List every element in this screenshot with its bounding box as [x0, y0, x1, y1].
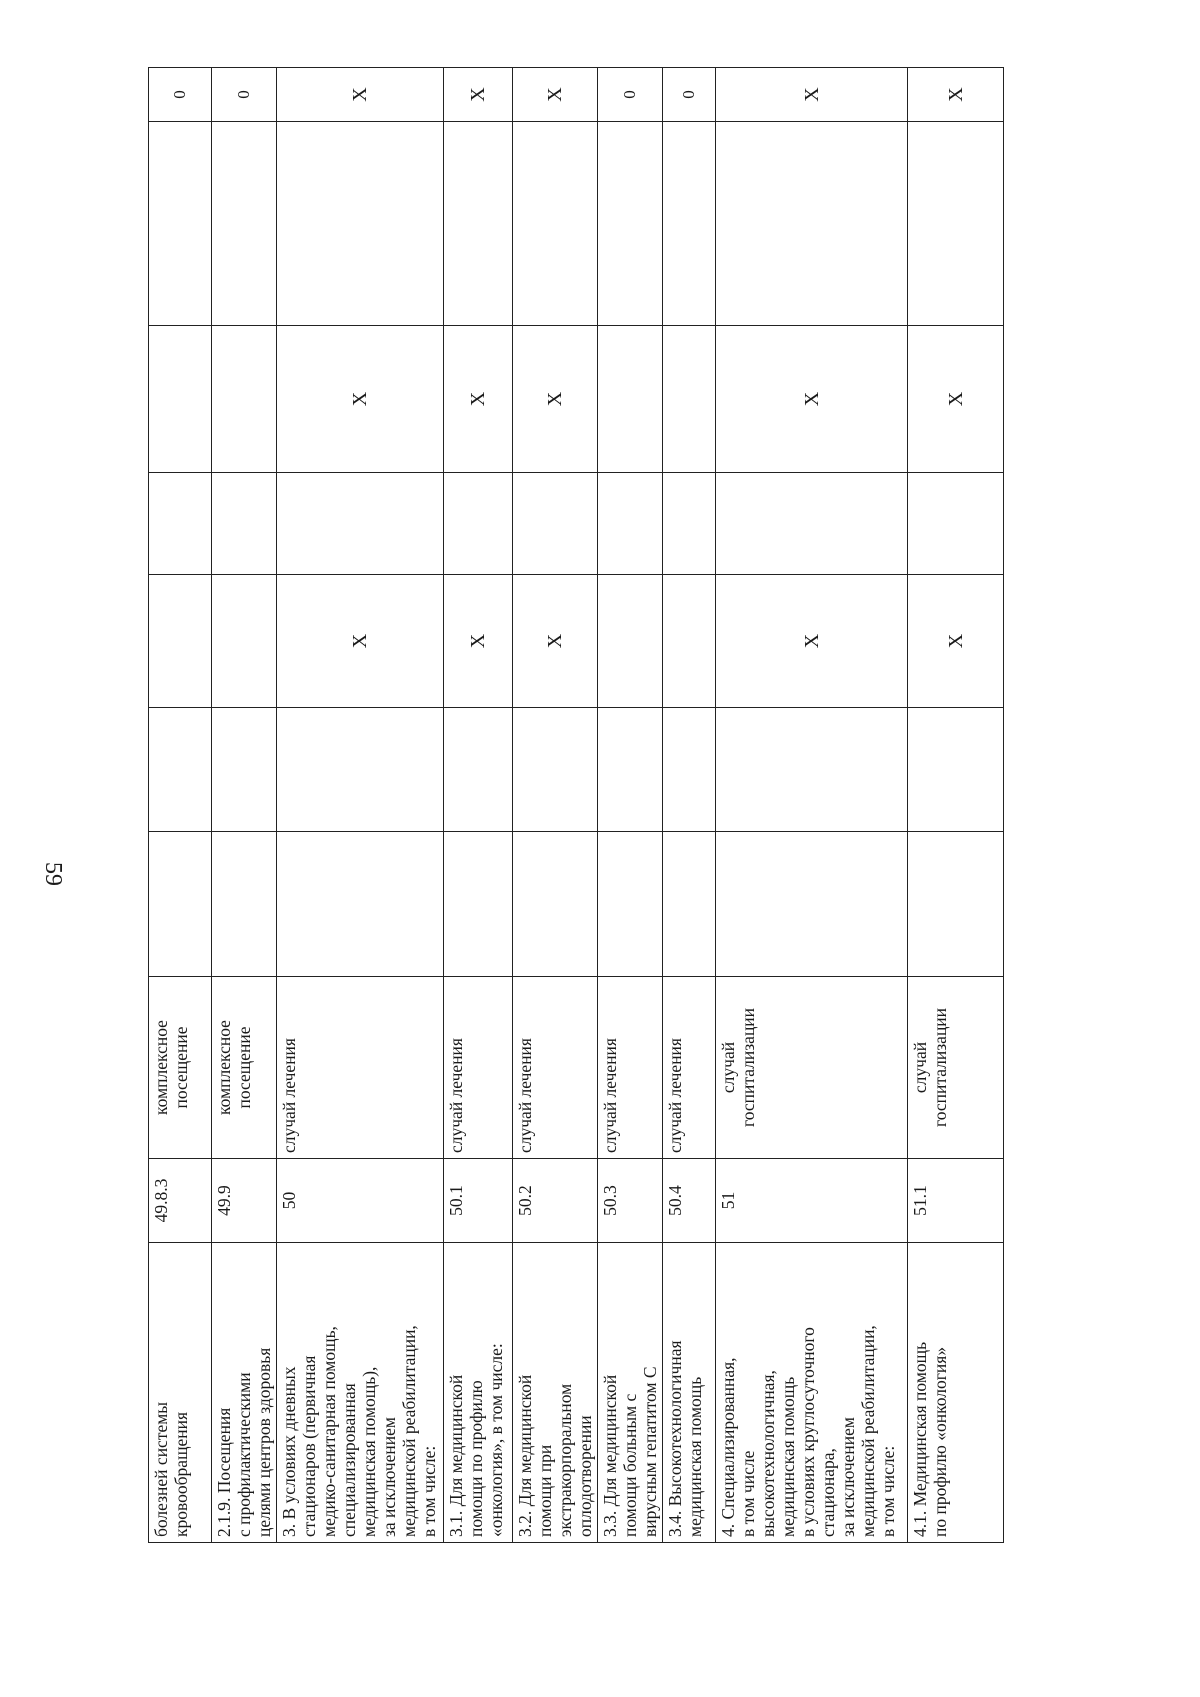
empty-cell: [149, 122, 212, 326]
empty-cell: [513, 708, 598, 832]
row-name-line: 3. В условиях дневных: [279, 1366, 299, 1537]
table-row: [513, 68, 598, 1543]
x-mark-cell: X: [444, 68, 513, 122]
row-name-cell: [149, 1243, 212, 1543]
row-code-cell: 49.8.3: [149, 1159, 212, 1243]
row-name-line: кровообращения: [171, 1411, 191, 1537]
x-mark-cell: X: [444, 575, 513, 708]
x-mark-cell: X: [716, 575, 908, 708]
zero-value-cell: 0: [663, 68, 716, 122]
row-code-cell: 51.1: [908, 1159, 1004, 1243]
table-row: [663, 68, 716, 1543]
empty-cell: [212, 832, 277, 977]
row-unit-line: случай лечения: [515, 1038, 535, 1153]
row-name-line: медицинская помощь: [685, 1376, 705, 1537]
row-code-cell: 51: [716, 1159, 908, 1243]
row-unit-line: посещение: [234, 1026, 254, 1109]
row-name-line: за исключением: [379, 1417, 399, 1537]
x-mark-cell: X: [277, 326, 444, 473]
empty-cell: [716, 708, 908, 832]
row-name-cell: [908, 1243, 1004, 1543]
x-mark-cell: X: [908, 326, 1004, 473]
row-name-line: помощи при: [535, 1444, 555, 1537]
empty-cell: [598, 832, 663, 977]
row-name-cell: [663, 1243, 716, 1543]
x-mark-cell: X: [716, 68, 908, 122]
empty-cell: [598, 122, 663, 326]
empty-cell: [212, 326, 277, 473]
row-name-line: экстракорпоральном: [555, 1383, 575, 1537]
row-name-line: «онкология», в том числе:: [486, 1343, 506, 1537]
zero-value-cell: 0: [212, 68, 277, 122]
row-name-line: с профилактическими: [234, 1372, 254, 1537]
empty-cell: [212, 473, 277, 575]
row-unit-line: госпитализации: [738, 1007, 758, 1128]
row-unit-line: госпитализации: [930, 1007, 950, 1128]
row-unit-line: случай лечения: [600, 1038, 620, 1153]
row-unit-cell: [598, 977, 663, 1159]
row-unit-line: случай лечения: [446, 1038, 466, 1153]
x-mark-cell: X: [908, 575, 1004, 708]
empty-cell: [444, 122, 513, 326]
x-mark-cell: X: [716, 326, 908, 473]
row-name-cell: [212, 1243, 277, 1543]
row-name-line: медицинской реабилитации,: [858, 1325, 878, 1537]
row-code-cell: 50: [277, 1159, 444, 1243]
empty-cell: [444, 473, 513, 575]
row-unit-cell: [212, 977, 277, 1159]
row-name-line: целями центров здоровья: [254, 1347, 274, 1537]
table-row: [716, 68, 908, 1543]
table-body: [149, 68, 1004, 1543]
row-unit-cell: [149, 977, 212, 1159]
empty-cell: [908, 708, 1004, 832]
empty-cell: [513, 473, 598, 575]
empty-cell: [663, 473, 716, 575]
empty-cell: [149, 832, 212, 977]
row-name-line: в условиях круглосуточного: [798, 1327, 818, 1537]
table-row: [277, 68, 444, 1543]
row-name-line: по профилю «онкология»: [930, 1346, 950, 1537]
row-name-line: в том числе:: [878, 1445, 898, 1537]
row-unit-cell: [513, 977, 598, 1159]
row-unit-line: случай: [718, 1041, 738, 1094]
empty-cell: [663, 708, 716, 832]
table-row: [212, 68, 277, 1543]
table-row: [149, 68, 212, 1543]
empty-cell: [444, 708, 513, 832]
empty-cell: [277, 473, 444, 575]
x-mark-cell: X: [513, 575, 598, 708]
row-name-line: 4.1. Медицинская помощь: [910, 1341, 930, 1537]
empty-cell: [908, 473, 1004, 575]
row-name-line: помощи по профилю: [466, 1380, 486, 1537]
row-unit-cell: [716, 977, 908, 1159]
x-mark-cell: X: [908, 68, 1004, 122]
row-name-line: стационаров (первичная: [299, 1355, 319, 1537]
row-name-line: болезней системы: [151, 1401, 171, 1537]
row-name-line: медико-санитарная помощь,: [319, 1326, 339, 1537]
row-unit-cell: [663, 977, 716, 1159]
empty-cell: [212, 575, 277, 708]
row-name-line: в том числе:: [419, 1445, 439, 1537]
empty-cell: [149, 473, 212, 575]
x-mark-cell: X: [277, 68, 444, 122]
empty-cell: [908, 832, 1004, 977]
row-name-line: 4. Специализированная,: [718, 1357, 738, 1537]
empty-cell: [212, 122, 277, 326]
empty-cell: [598, 708, 663, 832]
x-mark-cell: X: [444, 326, 513, 473]
row-name-line: 3.2. Для медицинской: [515, 1374, 535, 1537]
row-name-line: помощи больным с: [620, 1393, 640, 1537]
row-name-line: 3.4. Высокотехнологичная: [665, 1340, 685, 1537]
row-name-line: специализированная: [339, 1383, 359, 1537]
zero-value-cell: 0: [149, 68, 212, 122]
table-row: [908, 68, 1004, 1543]
row-name-cell: [598, 1243, 663, 1543]
row-code-cell: 50.1: [444, 1159, 513, 1243]
row-unit-line: случай лечения: [279, 1038, 299, 1153]
row-name-cell: [513, 1243, 598, 1543]
row-name-line: 2.1.9. Посещения: [214, 1407, 234, 1537]
empty-cell: [513, 832, 598, 977]
row-unit-line: случай лечения: [665, 1038, 685, 1153]
empty-cell: [716, 832, 908, 977]
empty-cell: [716, 122, 908, 326]
row-code-cell: 50.4: [663, 1159, 716, 1243]
row-unit-line: комплексное: [214, 1020, 234, 1115]
x-mark-cell: X: [513, 326, 598, 473]
row-unit-cell: [277, 977, 444, 1159]
row-name-line: за исключением: [838, 1417, 858, 1537]
x-mark-cell: X: [277, 575, 444, 708]
row-name-cell: [277, 1243, 444, 1543]
empty-cell: [716, 473, 908, 575]
empty-cell: [663, 326, 716, 473]
row-code-cell: 50.2: [513, 1159, 598, 1243]
empty-cell: [444, 832, 513, 977]
empty-cell: [149, 708, 212, 832]
zero-value-cell: 0: [598, 68, 663, 122]
row-name-line: высокотехнологичная,: [758, 1370, 778, 1537]
empty-cell: [663, 832, 716, 977]
empty-cell: [663, 575, 716, 708]
table-row: [598, 68, 663, 1543]
empty-cell: [212, 708, 277, 832]
empty-cell: [663, 122, 716, 326]
row-unit-line: случай: [910, 1041, 930, 1094]
empty-cell: [598, 575, 663, 708]
row-name-line: медицинская помощь: [778, 1376, 798, 1537]
row-code-cell: 49.9: [212, 1159, 277, 1243]
row-name-line: 3.1. Для медицинской: [446, 1374, 466, 1537]
empty-cell: [513, 122, 598, 326]
row-name-line: вирусным гепатитом С: [640, 1366, 660, 1537]
row-name-line: оплодотворении: [575, 1415, 595, 1537]
row-name-line: 3.3. Для медицинской: [600, 1374, 620, 1537]
row-unit-line: комплексное: [151, 1020, 171, 1115]
row-unit-line: посещение: [171, 1026, 191, 1109]
empty-cell: [277, 832, 444, 977]
empty-cell: [598, 473, 663, 575]
empty-cell: [149, 575, 212, 708]
row-name-line: медицинская помощь),: [359, 1366, 379, 1537]
empty-cell: [277, 708, 444, 832]
row-name-cell: [444, 1243, 513, 1543]
row-name-cell: [716, 1243, 908, 1543]
x-mark-cell: X: [513, 68, 598, 122]
row-unit-cell: [444, 977, 513, 1159]
empty-cell: [598, 326, 663, 473]
row-name-line: в том числе: [738, 1450, 758, 1537]
empty-cell: [277, 122, 444, 326]
row-name-line: стационара,: [818, 1448, 838, 1537]
row-name-line: медицинской реабилитации,: [399, 1325, 419, 1537]
row-code-cell: 50.3: [598, 1159, 663, 1243]
page-number: 59: [40, 862, 66, 886]
table-row: [444, 68, 513, 1543]
empty-cell: [908, 122, 1004, 326]
row-unit-cell: [908, 977, 1004, 1159]
rotated-table-container: [148, 87, 1000, 1543]
empty-cell: [149, 326, 212, 473]
data-table: [148, 67, 1004, 1543]
